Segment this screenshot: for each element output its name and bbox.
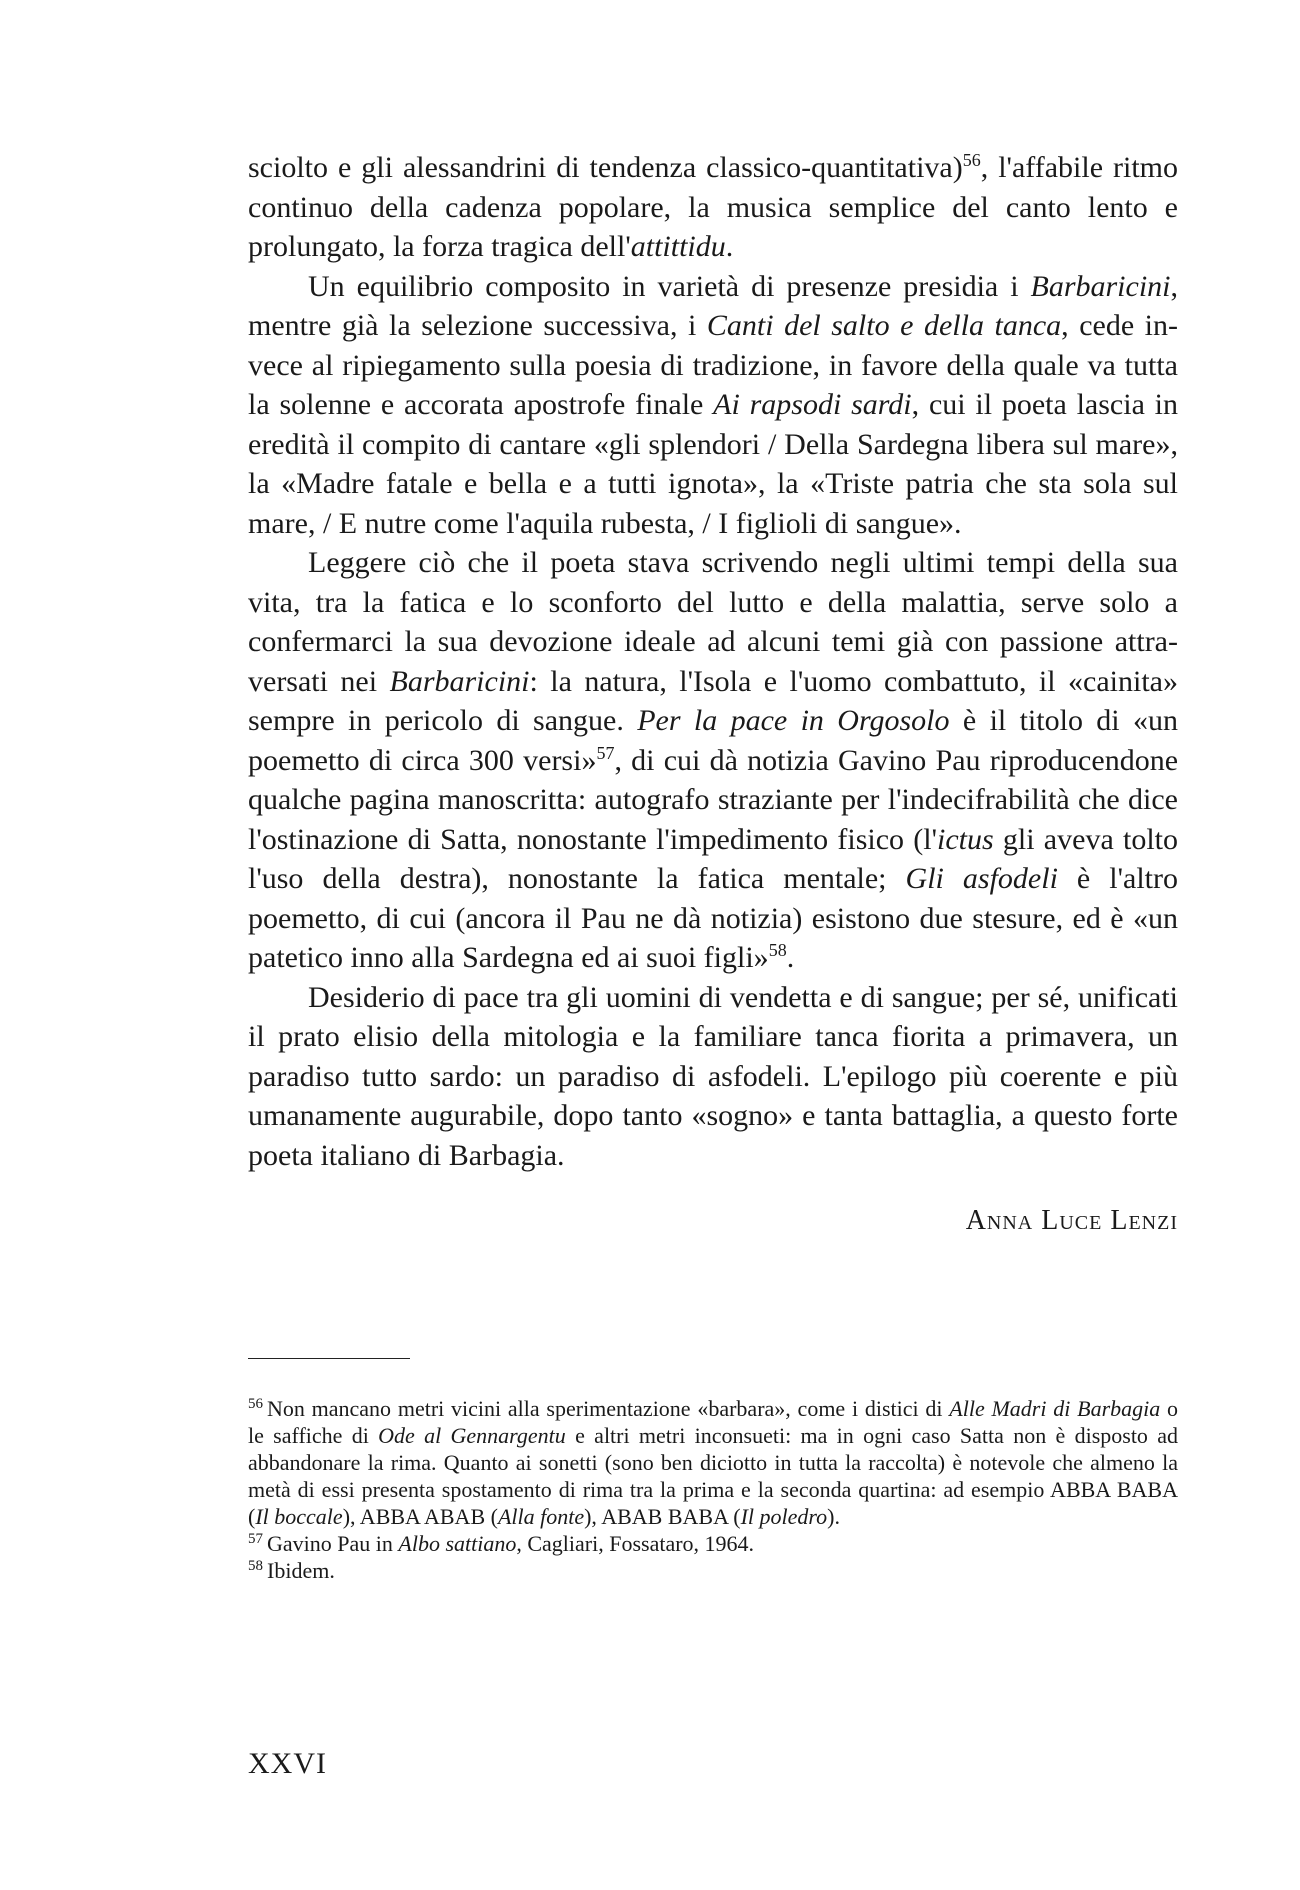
paragraph-4: Desiderio di pace tra gli uomini di vendetta e di sangue; per sé, unificati il prato elisio della mitologia e la familiare tanca fiorita a primavera, un paradiso tutto sardo: un paradiso di asfodeli. L'epilogo più coerente e più umanamente augurabile, dopo tanto «sogno» e tanta battaglia, a questo forte poeta italiano di Barbagia. [248, 980, 1178, 1172]
paragraph-3: Leggere ciò che il poeta stava scrivendo negli ultimi tempi della sua vita, tra la fatica e lo sconforto del lutto e della malattia, serve solo a confermarci la sua devozione ideale ad alcuni temi già con passione attraversati nei Barbaricini: la natura, l'Isola e l'uomo combattuto, il «cainita» sempre in pericolo di sangue. Per la pace in Orgosolo è il titolo di «un poemetto di circa 300 versi»$^{57}$, di cui dà notizia Gavino Pau riproducendone qualche pagina manoscritta: autografo straziante per l'indecifrabilità che dice l'ostinazione di Satta, nonostante l'impedimento fisico (l'ictus gli aveva tolto l'uso della destra), nonostante la fatica mentale; Gli asfodeli è l'altro poemetto, di cui (ancora il Pau ne dà notizia) esistono due stesure, ed è «un patetico inno alla Sardegna ed ai suoi figli»$^{58}$. [248, 546, 1179, 974]
footnote-number: 57 [248, 1530, 263, 1547]
footnote-ref-56[interactable]: 56 [962, 150, 981, 170]
footnote-ref-57[interactable]: 57 [596, 742, 615, 763]
footnotes [248, 1395, 1178, 1584]
footnote-number: 58 [248, 1557, 263, 1574]
body-text [248, 148, 1178, 1175]
footnote-57: $^{57}$ Gavino Pau in Albo sattiano, Cagliari, Fossataro, 1964. [248, 1530, 755, 1556]
footnote-56: $^{56}$ Non mancano metri vicini alla sperimentazione «barbara», come i distici di Alle Madri di Barbagia o le saffiche di Ode al Gennargentu e altri metri inconsueti: ma in ogni caso Satta non è disposto ad abbandonare la rima. Quanto ai sonetti (sono ben diciotto in tutta la raccolta) è notevole che almeno la metà di essi presenta spostamento di rima tra la prima e la seconda quartina: ad esempio ABBA BABA (Il boccale), ABBA ABAB (Alla fonte), ABAB BABA (Il poledro). [248, 1395, 1179, 1529]
paragraph-2: Un equilibrio composito in varietà di presenze presidia i Barbaricini, mentre già la selezione successiva, i Canti del salto e della tanca, cede invece al ripiegamento sulla poesia di tradizione, in favore della quale va tutta la solenne e accorata apostrofe finale Ai rapsodi sardi, cui il poeta lascia in eredità il compito di cantare «gli splendori / Della Sardegna libera sul mare», la «Madre fatale e bella e a tutti ignota», la «Triste patria che sta sola sul mare, / E nutre come l'aquila rubesta, / I figlioli di sangue». [248, 269, 1179, 540]
paragraph-1: sciolto e gli alessandrini di tendenza classico-quantitativa)$^{56}$, l'affabile ritmo continuo della cadenza popolare, la musica semplice del canto lento e prolungato, la forza tragica dell'attittidu. [248, 150, 1178, 263]
page-number: XXVI [248, 1747, 327, 1780]
author-signature: Anna Luce Lenzi [965, 1205, 1178, 1236]
footnote-58: $^{58}$ Ibidem. [248, 1557, 335, 1583]
footnote-ref-58[interactable]: 58 [768, 940, 787, 960]
footnote-number: 56 [248, 1395, 263, 1412]
footnote-divider [248, 1358, 410, 1359]
